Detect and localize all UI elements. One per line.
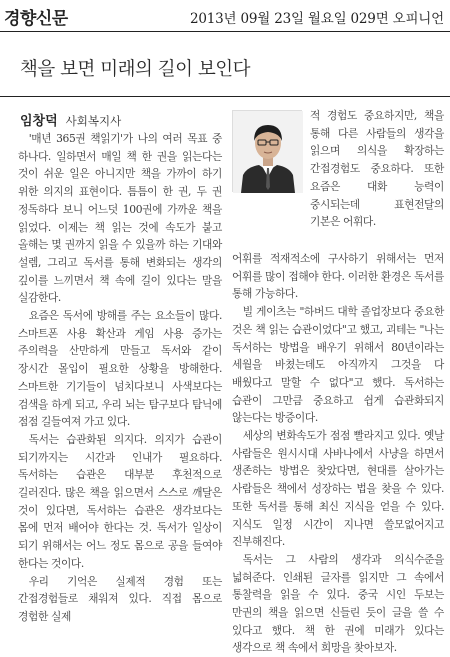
masthead — [0, 0, 450, 30]
article-paragraph: 어휘를 적재적소에 구사하기 위해서는 먼저 어휘를 많이 접해야 한다. 이러한 환경은 독서를 통해 가능하다. — [232, 252, 444, 301]
article-paragraph: 빌 게이츠는 "하버드 대학 졸업장보다 중요한 것은 책 읽는 습관이었다"고 했고, 괴테는 "나는 독서하는 방법을 배우기 위해서 80년이라는 세월을 바쳤는데도 아직까지 그것을 다 배웠다고 말할 수 없다"고 했다. 독서하는 습관이 그만큼 중요하고 쉽게 습관화되지 않는다는 방증이다. — [232, 305, 444, 425]
byline — [20, 110, 121, 129]
newspaper-name: 경향신문 — [4, 9, 68, 29]
author-role: 사회복지사 — [65, 114, 122, 128]
article-paragraph: 독서는 그 사람의 생각과 의식수준을 넓혀준다. 인쇄된 글자를 읽지만 그 속에서 통찰력을 읽을 수 있다. 중국 시인 두보는 만권의 책을 읽으면 신들린 듯이 글을 쓸 수 있다고 했다. 책 한 권에 미래가 있다는 생각으로 책 속에서 희망을 찾아보자. — [232, 552, 444, 655]
article-column-right-top — [310, 107, 444, 247]
article-headline: 책을 보면 미래의 길이 보인다 — [20, 59, 250, 80]
article-paragraph: '매년 365권 책읽기'가 나의 여러 목표 중 하나다. 일하면서 매일 책 한 권을 읽는다는 것이 쉬운 일은 아니지만 책을 가까이 하기 위한 의지의 표현이다. 틈틈이 한 권, 두 권 정독하다 보니 어느덧 100권에 가까운 책을 읽었다. 이제는 책 읽는 것에 속도가 붙고 올해는 몇 권까지 읽을 수 있을까 하는 기대와 설렘, 그리고 독서를 통해 변화되는 생각의 깊이를 느끼면서 책 속에 길이 있다는 말을 실감한다. — [18, 132, 222, 305]
article-paragraph: 요즘은 독서에 방해를 주는 요소들이 많다. 스마트폰 사용 확산과 게임 사용 증가는 주의력을 산만하게 만들고 독서와 같이 장시간 몰입이 필요한 상황을 방해한다. 스마트한 기기들이 넘치다보니 사색보다는 검색을 하게 되고, 우리 뇌는 탐구보다 탐닉에 점점 길들여져 가고 있다. — [18, 309, 222, 429]
masthead-rule — [0, 31, 450, 32]
article-paragraph: 적 경험도 중요하지만, 책을 통해 다른 사람들의 생각을 읽으며 의식을 확장하는 간접경험도 중요하다. 또한 요즘은 대화 능력이 중시되는데 표현전달의 기본은 어휘다. — [310, 109, 444, 229]
author-name: 임창덕 — [20, 114, 58, 129]
headline-rule — [0, 96, 450, 97]
article-column-left — [18, 130, 222, 638]
author-photo — [232, 110, 302, 192]
article-column-right — [232, 250, 444, 655]
publication-dateline: 2013년 09월 23일 월요일 029면 오피니언 — [190, 11, 444, 27]
author-portrait-icon — [233, 111, 303, 193]
article-paragraph: 우리 기억은 실제적 경험 또는 간접경험들로 채워져 있다. 직접 몸으로 경험한 실제 — [18, 574, 222, 623]
article-paragraph: 독서는 습관화된 의지다. 의지가 습관이 되기까지는 시간과 인내가 필요하다. 독서하는 습관은 대부분 후천적으로 길러진다. 많은 책을 읽으면서 스스로 깨달은 것이 있다면, 독서하는 습관은 생각보다는 몸에 먼저 배어야 한다는 것. 독서가 일상이 되기 위해서는 어느 정도 몸으로 공을 들여야 한다는 것이다. — [18, 432, 222, 570]
article-paragraph: 세상의 변화속도가 점점 빨라지고 있다. 옛날 사람들은 원시시대 사바나에서 사냥을 하면서 생존하는 방법은 찾았다면, 현대를 살아가는 사람들은 책에서 성장하는 법을 찾을 수 있다. 또한 독서를 통해 최신 지식을 얻을 수 있다. 지식도 일정 시간이 지나면 쓸모없어지고 진부해진다. — [232, 429, 444, 549]
